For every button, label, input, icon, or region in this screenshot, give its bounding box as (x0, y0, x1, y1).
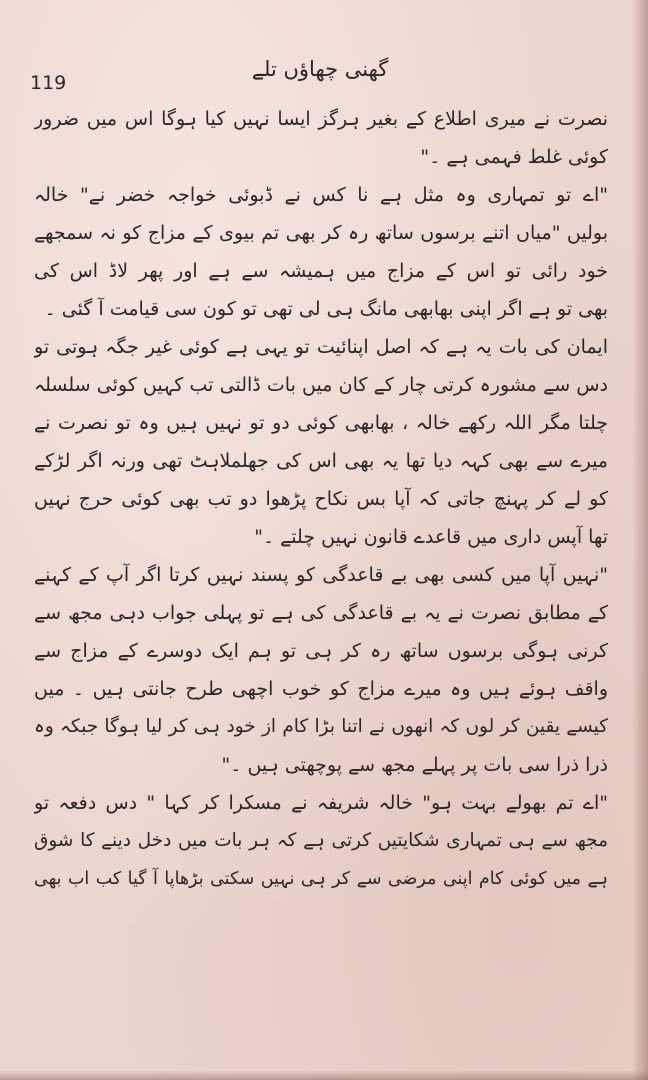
page-edge-shadow (632, 0, 648, 1080)
text-line: کے مطابق نصرت نے یہ بے قاعدگی کی ہے تو پہلی جواب دہی مجھ سے (34, 602, 608, 624)
text-line: کوئی غلط فہمی ہے ۔" (420, 146, 608, 168)
text-line: بولیں "میاں اتنے برسوں ساتھ رہ کر بھی تم بیوی کے مزاج کو نہ سمجھے (34, 222, 608, 244)
text-line: ذرا ذرا سی بات پر پہلے مجھ سے پوچھتی ہیں ۔" (221, 754, 608, 776)
text-line: چلتا مگر اللہ رکھے خالہ ، بھابھی کوئی دو تو نہیں ہیں وہ تو نصرت نے (34, 412, 608, 434)
text-line: "اے تم بھولے بہت ہو" خالہ شریفہ نے مسکرا کر کہا " دس دفعہ تو (34, 792, 608, 814)
text-line: تھا آپس داری میں قاعدے قانون نہیں چلتے ۔" (254, 526, 608, 548)
text-line: "اے تو تمہاری وہ مثل ہے نا کس نے ڈبوئی خواجہ خضر نے" خالہ (34, 184, 608, 206)
text-line: واقف ہوئے ہیں وہ میرے مزاج کو خوب اچھی طرح جانتی ہیں ۔ میں (34, 678, 608, 700)
text-line: دس سے مشورہ کرتی چار کے کان میں بات ڈالتی تب کہیں کوئی سلسلہ (34, 374, 608, 396)
text-line: بھی تو ہے اگر اپنی بھابھی مانگ ہی لی تھی تو کون سی قیامت آ گئی ۔ (44, 298, 608, 320)
body-text (34, 100, 608, 898)
text-line: خود رائی تو اس کے مزاج میں ہمیشہ سے ہے اور پھر لاڈ اس کی (34, 260, 608, 282)
running-title: گھنی چھاؤں تلے (251, 57, 389, 81)
page-number: 119 (30, 72, 67, 94)
page-bottom-shadow (0, 1070, 648, 1080)
text-line: ہے میں کوئی کام اپنی مرضی سے کر ہی نہیں سکتی بڑھاپا آ گیا کب اب بھی (34, 869, 608, 889)
text-line: ایمان کی بات یہ ہے کہ اصل اپنائیت تو یہی ہے کوئی غیر جگہ ہوتی تو (34, 336, 608, 358)
text-line: کرنی ہوگی برسوں ساتھ رہ کر ہی تو ہم ایک دوسرے کے مزاج سے (34, 640, 608, 662)
text-line: کو لے کر پہنچ جاتی کہ آپا بس نکاح پڑھوا دو تب بھی کوئی حرج نہیں (34, 488, 608, 510)
text-line: "نہیں آپا میں کسی بھی بے قاعدگی کو پسند نہیں کرتا اگر آپ کے کہنے (34, 564, 608, 586)
text-line: میرے سے بھی کہہ دیا تھا یہ بھی اس کی جھلملاہٹ تھی ورنہ اگر لڑکے (34, 450, 608, 472)
text-line: کیسے یقین کر لوں کہ انھوں نے اتنا بڑا کام از خود ہی کر لیا ہوگا جبکہ وہ (34, 716, 608, 737)
text-line: نصرت نے میری اطلاع کے بغیر ہرگز ایسا نہیں کیا ہوگا اس میں ضرور (34, 108, 608, 130)
text-line: مجھ سے ہی تمہاری شکایتیں کرتی ہے کہ ہر بات میں دخل دینے کا شوق (34, 830, 608, 851)
